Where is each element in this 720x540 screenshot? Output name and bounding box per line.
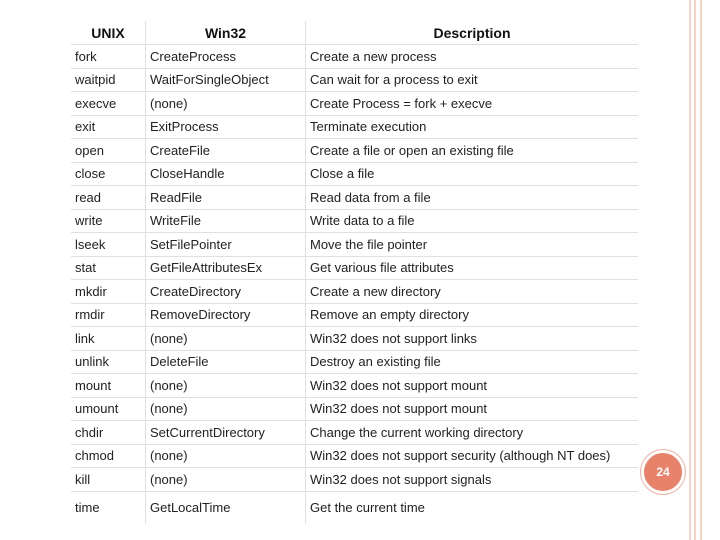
unix-call-cell: chdir xyxy=(71,421,146,445)
win32-call-cell: (none) xyxy=(146,374,306,398)
unix-call-cell: execve xyxy=(71,92,146,116)
win32-call-cell: GetLocalTime xyxy=(146,492,306,525)
unix-call-cell: fork xyxy=(71,45,146,69)
unix-call-cell: read xyxy=(71,186,146,210)
unix-call-cell: write xyxy=(71,210,146,234)
win32-call-cell: DeleteFile xyxy=(146,351,306,375)
description-cell: Create a new directory xyxy=(306,280,638,304)
win32-call-cell: (none) xyxy=(146,468,306,492)
unix-call-cell: exit xyxy=(71,116,146,140)
win32-call-cell: CreateFile xyxy=(146,139,306,163)
win32-call-cell: CloseHandle xyxy=(146,163,306,187)
win32-call-cell: CreateProcess xyxy=(146,45,306,69)
description-cell: Get various file attributes xyxy=(306,257,638,281)
description-cell: Win32 does not support links xyxy=(306,327,638,351)
unix-call-cell: umount xyxy=(71,398,146,422)
win32-call-cell: (none) xyxy=(146,327,306,351)
description-cell: Terminate execution xyxy=(306,116,638,140)
description-cell: Win32 does not support mount xyxy=(306,398,638,422)
description-cell: Move the file pointer xyxy=(306,233,638,257)
win32-call-cell: RemoveDirectory xyxy=(146,304,306,328)
page-number-badge xyxy=(641,450,685,494)
unix-call-cell: time xyxy=(71,492,146,525)
decorative-stripe-1 xyxy=(689,0,691,540)
description-cell: Close a file xyxy=(306,163,638,187)
description-cell: Create Process = fork + execve xyxy=(306,92,638,116)
unix-call-cell: lseek xyxy=(71,233,146,257)
win32-call-cell: (none) xyxy=(146,398,306,422)
description-cell: Win32 does not support security (although NT does) xyxy=(306,445,638,469)
unix-call-cell: mount xyxy=(71,374,146,398)
win32-call-cell: WaitForSingleObject xyxy=(146,69,306,93)
description-cell: Get the current time xyxy=(310,500,425,516)
unix-call-cell: rmdir xyxy=(71,304,146,328)
win32-call-cell: ExitProcess xyxy=(146,116,306,140)
syscall-comparison-table xyxy=(71,21,638,524)
unix-call-cell: link xyxy=(71,327,146,351)
unix-call-cell: stat xyxy=(71,257,146,281)
unix-call-cell: close xyxy=(71,163,146,187)
unix-call-cell: mkdir xyxy=(71,280,146,304)
unix-call-cell: unlink xyxy=(71,351,146,375)
win32-call-cell: (none) xyxy=(146,445,306,469)
win32-call-cell: WriteFile xyxy=(146,210,306,234)
unix-call-cell: open xyxy=(71,139,146,163)
description-cell: Win32 does not support mount xyxy=(306,374,638,398)
description-cell: Can wait for a process to exit xyxy=(306,69,638,93)
description-cell: Win32 does not support signals xyxy=(306,468,638,492)
win32-call-cell: (none) xyxy=(146,92,306,116)
unix-call-cell: waitpid xyxy=(71,69,146,93)
header-win32: Win32 xyxy=(146,21,306,45)
win32-call-cell: CreateDirectory xyxy=(146,280,306,304)
decorative-stripe-3 xyxy=(700,0,702,540)
header-unix: UNIX xyxy=(71,21,146,45)
page-number: 24 xyxy=(656,465,670,479)
unix-call-cell: chmod xyxy=(71,445,146,469)
description-cell: Remove an empty directory xyxy=(306,304,638,328)
win32-call-cell: SetCurrentDirectory xyxy=(146,421,306,445)
header-description: Description xyxy=(306,21,638,45)
decorative-stripe-2 xyxy=(694,0,696,540)
unix-call-cell: kill xyxy=(71,468,146,492)
description-cell: Change the current working directory xyxy=(306,421,638,445)
description-cell: Read data from a file xyxy=(306,186,638,210)
win32-call-cell: GetFileAttributesEx xyxy=(146,257,306,281)
description-cell: Destroy an existing file xyxy=(306,351,638,375)
description-cell: Create a new process xyxy=(306,45,638,69)
description-cell: Create a file or open an existing file xyxy=(306,139,638,163)
description-cell: Write data to a file xyxy=(306,210,638,234)
win32-call-cell: SetFilePointer xyxy=(146,233,306,257)
win32-call-cell: ReadFile xyxy=(146,186,306,210)
